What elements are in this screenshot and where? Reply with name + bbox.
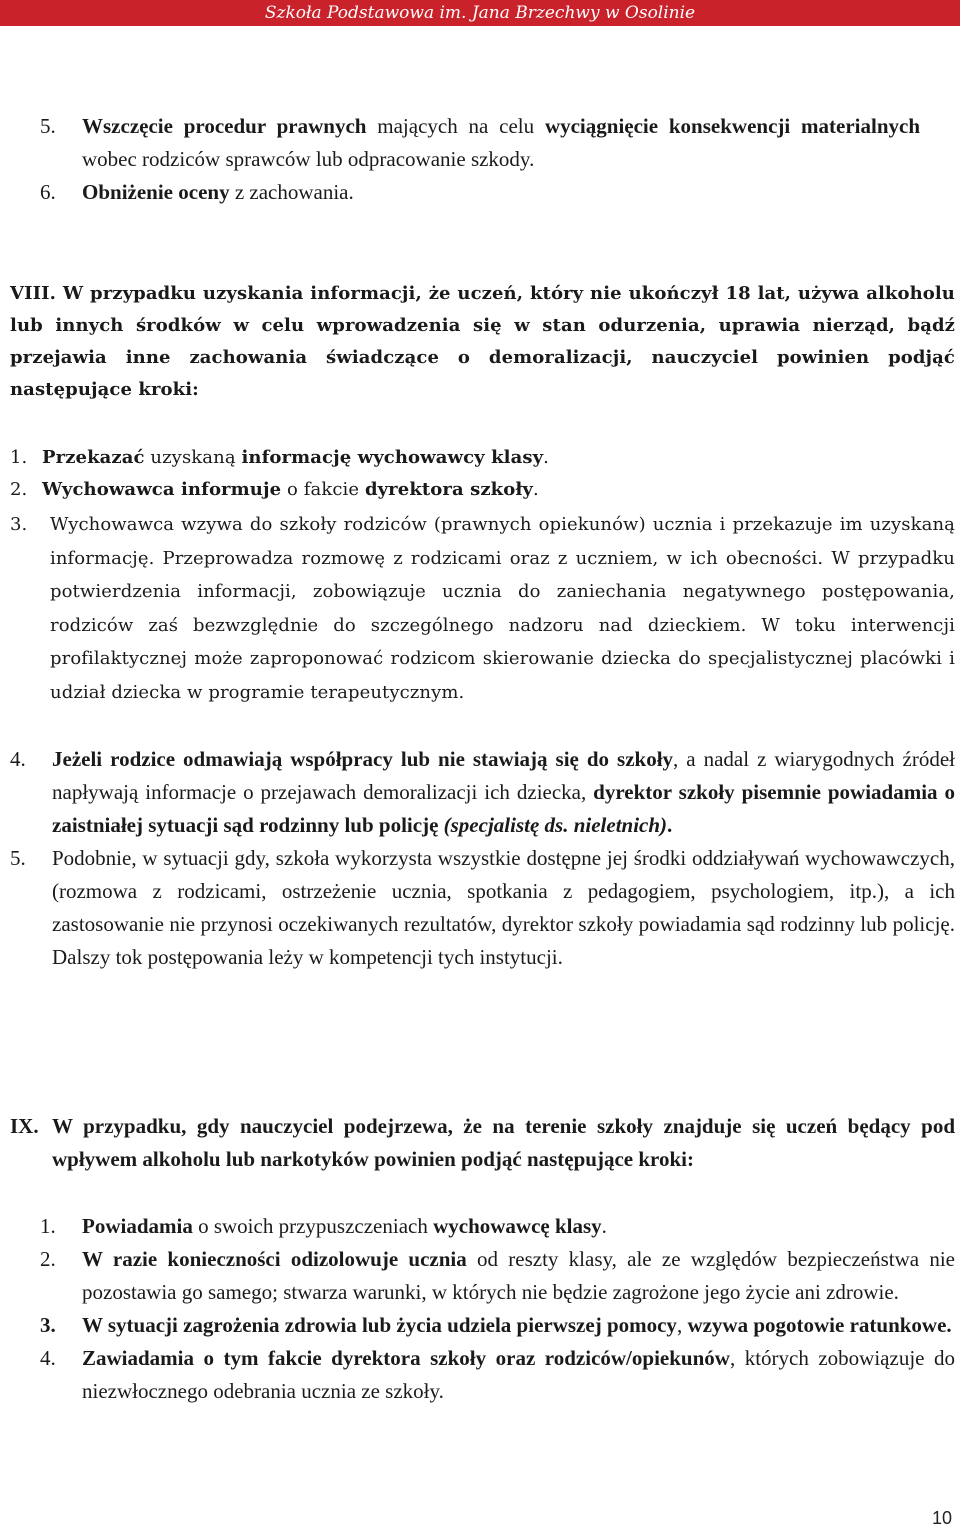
list-item: 2. Wychowawca informuje o fakcie dyrektora szkoły. — [10, 479, 539, 500]
section-9-items — [40, 1210, 955, 1408]
list-item: 5. Wszczęcie procedur prawnych mających na celu wyciągnięcie konsekwencji materialnych wobec rodziców sprawców lub odpracowanie szkody. — [40, 114, 921, 171]
section-heading: IX. W przypadku, gdy nauczyciel podejrzewa, że na terenie szkoły znajduje się uczeń będący pod wpływem alkoholu lub narkotyków powinien podjąć następujące kroki: — [10, 1114, 955, 1171]
list-item: 1. Przekazać uzyskaną informację wychowawcy klasy. — [10, 447, 549, 468]
list-item: 2. W razie konieczności odizolowuje ucznia od reszty klasy, ale ze względów bezpieczeństwa nie pozostawia go samego; stwarza warunki, w których nie będzie zagrożone jego życie ani zdrowie. — [40, 1247, 955, 1304]
school-name: Szkoła Podstawowa im. Jana Brzechwy w Osolinie — [264, 3, 696, 23]
list-item: 4. Zawiadamia o tym fakcie dyrektora szkoły oraz rodziców/opiekunów, których zobowiązuje do niezwłocznego odebrania ucznia ze szkoły. — [40, 1346, 955, 1403]
list-item: 3. W sytuacji zagrożenia zdrowia lub życia udziela pierwszej pomocy, wzywa pogotowie ratunkowe. — [40, 1313, 952, 1337]
list-item: 5. Podobnie, w sytuacji gdy, szkoła wykorzysta wszystkie dostępne jej środki oddziaływań wychowawczych, (rozmowa z rodzicami, ostrzeżenie ucznia, spotkania z pedagogiem, psychologiem, itp.), a ich zastosowanie nie przynosi oczekiwanych rezultatów, dyrektor szkoły powiadamia sąd rodzinny lub policję. Dalszy tok postępowania leży w kompetencji tych instytucji. — [10, 846, 955, 969]
section-9-heading — [10, 1110, 955, 1176]
list-item: 6. Obniżenie oceny z zachowania. — [40, 180, 354, 204]
section-8-items-4-5 — [10, 743, 955, 974]
top-list — [40, 110, 920, 209]
section-8-heading: VIII. W przypadku uzyskania informacji, że uczeń, który nie ukończył 18 lat, używa alkoholu lub innych środków w celu wprowadzenia się w stan odurzenia, uprawia nierząd, bądź przejawia inne zachowania świadczące o demoralizacji, nauczyciel powinien podjąć następujące kroki: — [10, 283, 955, 400]
section-8-item-3 — [10, 508, 955, 709]
page-number: 10 — [931, 1508, 952, 1528]
section-8-items-1-2 — [10, 442, 955, 506]
list-item: 4. Jeżeli rodzice odmawiają współpracy lub nie stawiają się do szkoły, a nadal z wiarygodnych źródeł napływają informacje o przejawach demoralizacji ich dziecka, dyrektor szkoły pisemnie powiadamia o zaistniałej sytuacji sąd rodzinny lub policję (specjalistę ds. nieletnich). — [10, 747, 955, 837]
list-item: 3. Wychowawca wzywa do szkoły rodziców (prawnych opiekunów) ucznia i przekazuje im uzyskaną informację. Przeprowadza rozmowę z rodzicami oraz z uczniem, w ich obecności. W przypadku potwierdzenia informacji, zobowiązuje ucznia do zaniechania negatywnego postępowania, rodziców zaś bezwzględnie do szczególnego nadzoru nad dzieckiem. W toku interwencji profilaktycznej może zaproponować rodzicom skierowanie dziecka do specjalistycznej placówki i udział dziecka w programie terapeutycznym. — [10, 514, 955, 703]
list-item: 1. Powiadamia o swoich przypuszczeniach wychowawcę klasy. — [40, 1214, 607, 1238]
